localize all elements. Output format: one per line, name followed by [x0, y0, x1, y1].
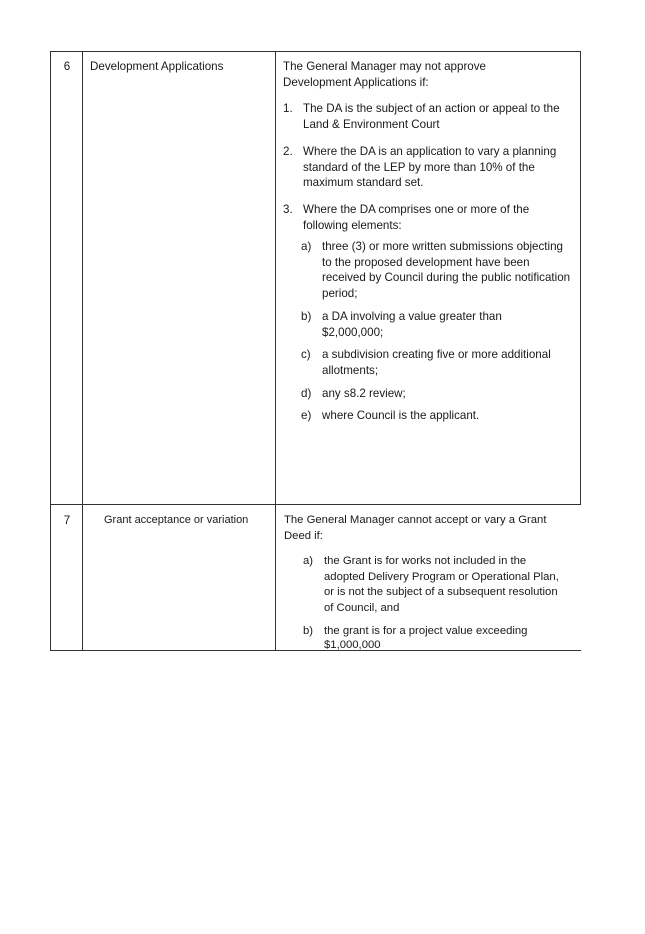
- sublist-marker: a): [301, 240, 312, 253]
- list-marker: 1.: [283, 102, 293, 115]
- row-intro: The General Manager may not approve Development Applications if:: [283, 60, 487, 89]
- sublist-marker: c): [301, 348, 311, 361]
- row-number: 7: [63, 514, 71, 527]
- sublist-item: a subdivision creating five or more additional allotments;: [322, 348, 551, 377]
- list-item: The DA is the subject of an action or appeal to the Land & Environment Court: [303, 102, 560, 131]
- row-title: Grant acceptance or variation: [104, 514, 249, 526]
- list-item: Where the DA is an application to vary a planning standard of the LEP by more than 10% of the maximum standard set.: [303, 145, 557, 190]
- list-marker: 3.: [283, 203, 293, 216]
- list-item: Where the DA comprises one or more of the following elements:: [303, 203, 530, 232]
- sublist-item: any s8.2 review;: [322, 387, 406, 400]
- sublist-marker: b): [303, 625, 314, 637]
- sublist-item: the Grant is for works not included in the adopted Delivery Program or Operational Plan, or is not the subject of a subsequent resolution of Council, and: [324, 555, 559, 614]
- column-divider-number: [82, 51, 83, 651]
- sublist-item: a DA involving a value greater than $2,000,000;: [322, 310, 502, 339]
- row-title: Development Applications: [90, 60, 224, 73]
- sublist-marker: a): [303, 555, 314, 567]
- sublist-item: three (3) or more written submissions objecting to the proposed development have been received by Council during the public notification period;: [322, 240, 571, 300]
- sublist-marker: b): [301, 310, 312, 323]
- row-intro: The General Manager cannot accept or vary a Grant Deed if:: [284, 514, 547, 542]
- sublist-marker: e): [301, 409, 312, 422]
- sublist-item: the grant is for a project value exceeding $1,000,000: [324, 625, 528, 651]
- row-number: 6: [63, 60, 71, 73]
- column-divider-title: [275, 51, 276, 651]
- table-right-border: [580, 51, 581, 505]
- sublist-marker: d): [301, 387, 312, 400]
- row-divider: [50, 504, 581, 505]
- sublist-item: where Council is the applicant.: [322, 409, 480, 422]
- table-top-border: [50, 51, 581, 52]
- table-left-border: [50, 51, 51, 651]
- list-marker: 2.: [283, 145, 293, 158]
